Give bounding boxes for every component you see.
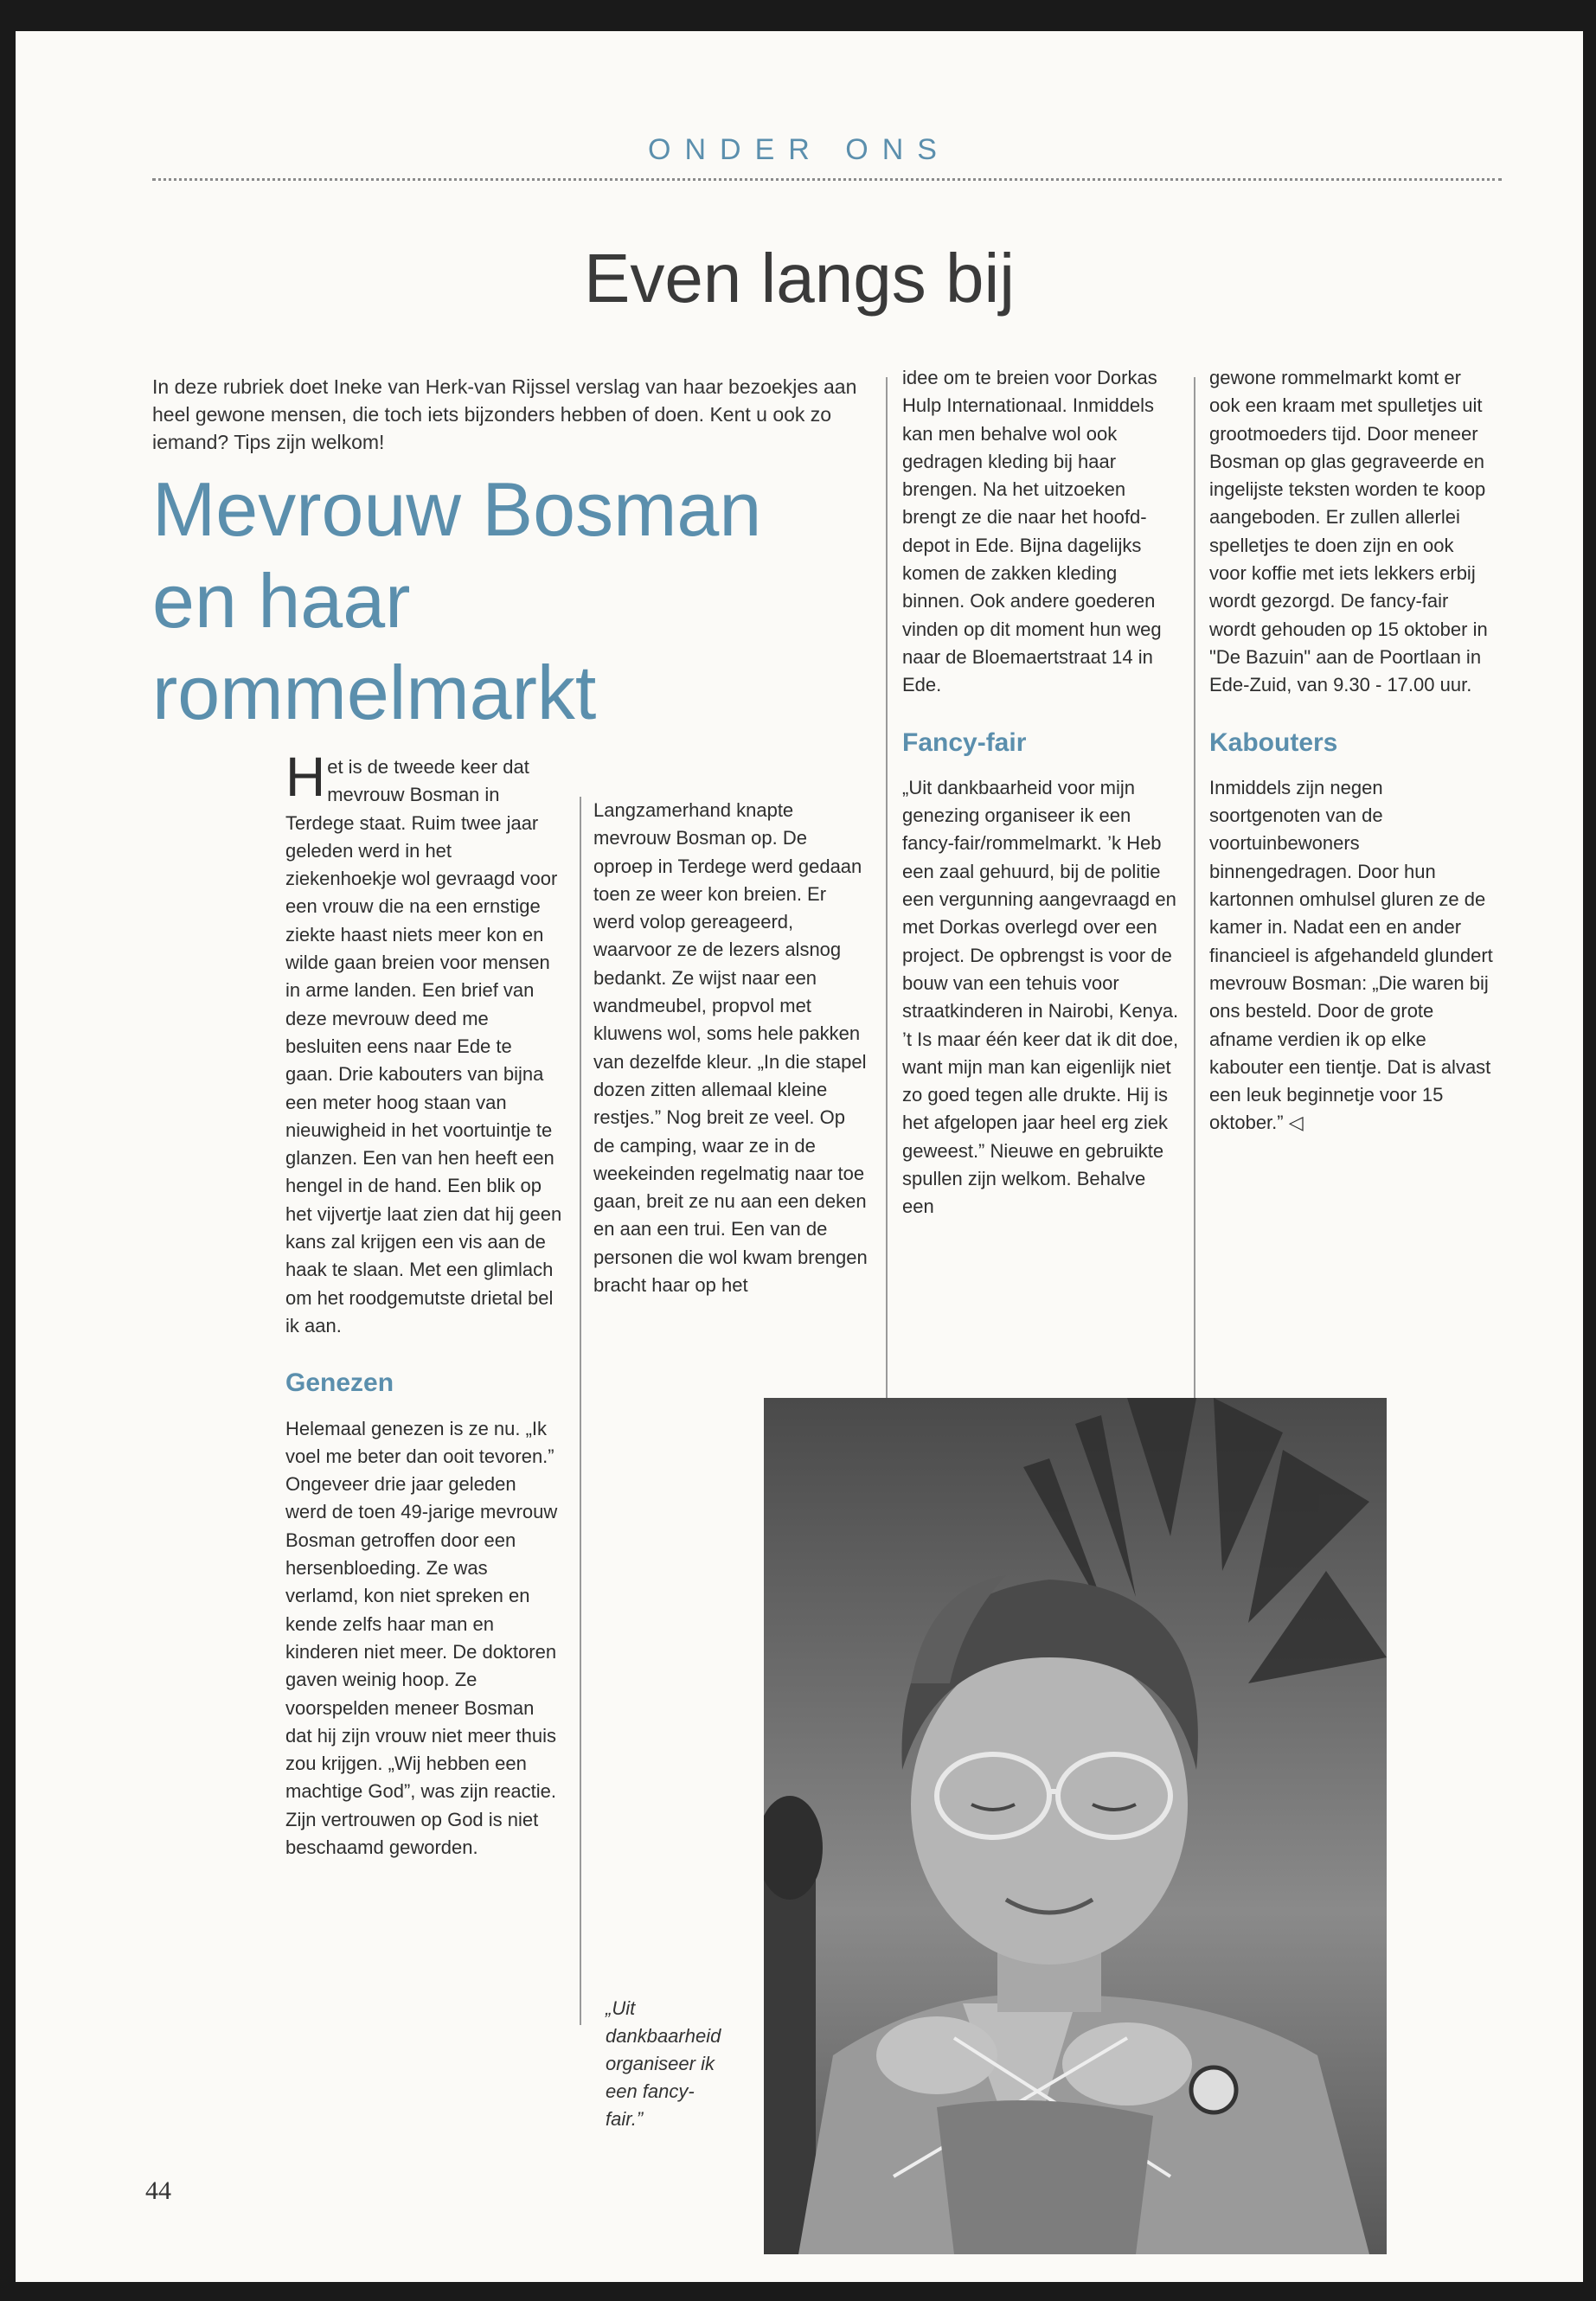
- column-rule-3: [1194, 377, 1195, 1398]
- column-rule-2: [886, 377, 888, 1398]
- pull-quote: „Uit dankbaarheid organiseer ik een fancy-fair.”: [606, 1997, 721, 2130]
- title-line-1: Mevrouw Bosman: [152, 466, 762, 552]
- dotted-divider: [152, 178, 1502, 181]
- column-3: [902, 364, 1179, 1221]
- rubric-headline: Even langs bij: [583, 240, 1016, 317]
- col4-paragraph-2: Inmiddels zijn negen soortgenoten van de voortuinbewoners binnengedragen. Door hun kartonnen omhulsel gluren ze de kamer in. Nadat een en ander financieel is afgehandeld glundert mevrouw Bosman: „Die waren bij ons besteld. Door de grote afname verdien ik op elke kabouter een tientje. Dat is alvast een leuk beginnetje voor 15 oktober.” ◁: [1209, 776, 1493, 1134]
- col1-paragraph-1-text: et is de tweede keer dat mevrouw Bosman in Terdege staat. Ruim twee jaar geleden werd in het ziekenhoekje wol gevraagd voor een vrouw die na een ernstige ziekte haast niets meer kon en wilde gaan breien voor mensen in arme landen. Een brief van deze mevrouw deed me besluiten eens naar Ede te gaan. Drie kabouters van bijna een meter hoog staan van nieuwigheid in het voortuintje te glanzen. Een van hen heeft een hengel in de hand. Een blik op het vijvertje laat zien dat hij geen kans zal krijgen een vis aan de haak te slaan. Met een glimlach om het roodgemutste drietal bel ik aan.: [285, 756, 562, 1336]
- column-2: [593, 797, 870, 1299]
- col3-paragraph-1: idee om te breien voor Dorkas Hulp Internationaal. Inmiddels kan men behalve wol ook gedragen kleding bij haar brengen. Na het uitzoeken brengt ze die naar het hoofd-depot in Ede. Bijna dagelijks komen de zakken kleding binnen. Ook andere goederen vinden op dit moment hun weg naar de Bloemaertstraat 14 in Ede.: [902, 367, 1162, 696]
- portrait-photo: [764, 1398, 1387, 2254]
- magazine-page: [16, 31, 1583, 2282]
- col2-paragraph-1: Langzamerhand knapte mevrouw Bosman op. De oproep in Terdege werd gedaan toen ze weer kon breien. Er werd volop gereageerd, waarvoor ze de lezers alsnog bedankt. Ze wijst naar een wandmeubel, propvol met kluwens wol, soms hele pakken van dezelfde kleur. „In die stapel dozen zitten allemaal kleine restjes.” Nog breit ze veel. Op de camping, waar ze in de weekeinden regelmatig naar toe gaan, breit ze nu aan een deken en aan een trui. Een van de personen die wol kwam brengen bracht haar op het: [593, 799, 868, 1297]
- article-title: [152, 464, 896, 739]
- page-number: 44: [145, 2176, 171, 2205]
- drop-cap: H: [285, 746, 326, 808]
- section-kicker: ONDER ONS: [648, 133, 951, 166]
- col1-paragraph-1: [285, 746, 562, 1340]
- col1-paragraph-2: Helemaal genezen is ze nu. „Ik voel me beter dan ooit tevoren.” Ongeveer drie jaar geleden werd de toen 49-jarige mevrouw Bosman getroffen door een hersenbloeding. Ze was verlamd, kon niet spreken en kende zelfs haar man en kinderen niet meer. De doktoren gaven weinig hoop. Ze voorspelden meneer Bosman dat hij zijn vrouw niet meer thuis zou krijgen. „Wij hebben een machtige God”, was zijn reactie. Zijn vertrouwen op God is niet beschaamd geworden.: [285, 1417, 558, 1858]
- column-1: [285, 746, 562, 1862]
- column-4: [1209, 364, 1495, 1138]
- intro-text: In deze rubriek doet Ineke van Herk-van Rijssel verslag van haar bezoekjes aan heel gewone mensen, die toch iets bijzonders hebben of doen. Kent u ook zo iemand? Tips zijn welkom!: [152, 375, 857, 453]
- subhead-genezen: Genezen: [285, 1368, 394, 1398]
- title-line-2: en haar: [152, 558, 411, 644]
- subhead-kabouters: Kabouters: [1209, 727, 1338, 757]
- subhead-fancy-fair: Fancy-fair: [902, 727, 1027, 757]
- knitting-woman-illustration: [764, 1398, 1387, 2254]
- col4-paragraph-1: gewone rommelmarkt komt er ook een kraam met spulletjes uit grootmoeders tijd. Door meneer Bosman op glas gegraveerde en ingelijste teksten worden te koop aangeboden. Er zullen allerlei spelletjes te doen zijn en ook voor koffie met iets lekkers erbij wordt gezorgd. De fancy-fair wordt gehouden op 15 oktober in "De Bazuin" aan de Poortlaan in Ede-Zuid, van 9.30 - 17.00 uur.: [1209, 367, 1488, 696]
- col3-paragraph-2: „Uit dankbaarheid voor mijn genezing organiseer ik een fancy-fair/rommelmarkt. ’k Heb een zaal gehuurd, bij de politie een vergunning aangevraagd en met Dorkas overlegd over een project. De opbrengst is voor de bouw van een tehuis voor straatkinderen in Nairobi, Kenya. ’t Is maar één keer dat ik dit doe, want mijn man kan eigenlijk niet zo goed tegen alle drukte. Hij is het afgelopen jaar heel erg ziek geweest.” Nieuwe en gebruikte spullen zijn welkom. Behalve een: [902, 776, 1179, 1218]
- title-line-3: rommelmarkt: [152, 650, 597, 735]
- column-rule-1: [580, 797, 581, 2025]
